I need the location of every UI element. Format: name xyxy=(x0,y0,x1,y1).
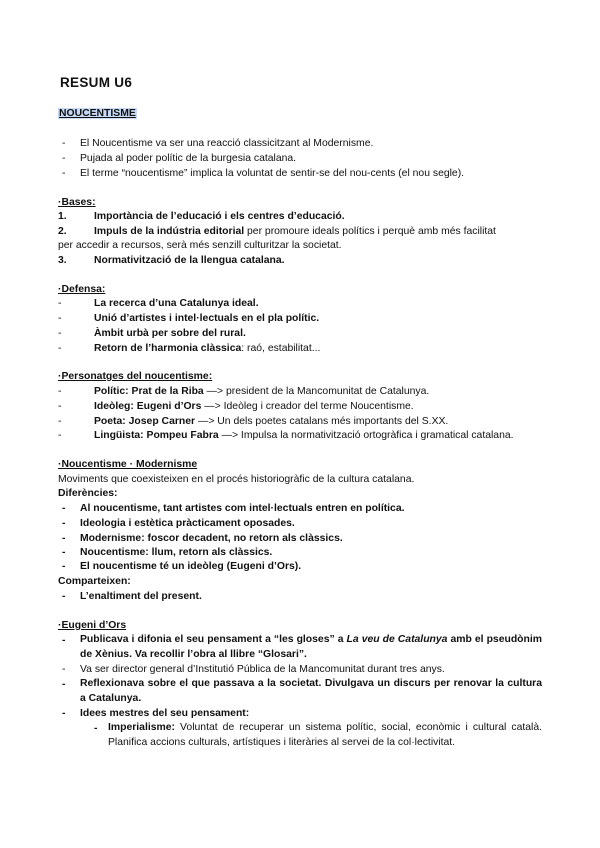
diferencia-item: El noucentisme té un ideòleg (Eugeni d’Ors). xyxy=(80,561,302,572)
comparteixen-label: Comparteixen: xyxy=(58,576,131,587)
personatges-title: ·Personatges del noucentisme: xyxy=(58,371,213,382)
ors-item: Reflexionava sobre el que passava a la societat. Divulgava un discurs per renovar la cultura a Catalunya. xyxy=(80,678,542,704)
bases-item-continuation: per accedir a recursos, serà més senzill culturitzar la societat. xyxy=(58,240,342,251)
defensa-item: Retorn de l’harmonia clàssica: raó, estabilitat... xyxy=(94,343,321,354)
diferencia-item: Noucentisme: llum, retorn als clàssics. xyxy=(80,547,273,558)
bullet-dash: - xyxy=(58,430,62,441)
bullet-dash: - xyxy=(62,547,66,558)
bullet-dash: - xyxy=(62,591,66,602)
defensa-title: ·Defensa: xyxy=(58,284,106,295)
bases-item: Importància de l’educació i els centres d’educació. xyxy=(94,211,345,222)
bullet-dash: - xyxy=(62,561,66,572)
bullet-dash: - xyxy=(62,153,66,164)
bullet-dash: - xyxy=(58,298,62,309)
bullet-dash: - xyxy=(58,313,62,324)
ors-subitem: Imperialisme: Voluntat de recuperar un sistema polític, social, econòmic i cultural català. Planifica accions culturals, artístiques i literàries al servei de la col·lectivitat. xyxy=(108,722,542,748)
diferencia-item: Modernisme: foscor decadent, no retorn als clàssics. xyxy=(80,533,343,544)
bullet-dash: - xyxy=(62,138,66,149)
ors-item: Publicava i difonia el seu pensament a “les gloses” a La veu de Catalunya amb el pseudònim de Xènius. Va recollir l’obra al llibre “Glosari”. xyxy=(80,634,543,660)
bullet-dash: - xyxy=(58,386,62,397)
bullet-dash: - xyxy=(62,635,66,646)
intro-item: Pujada al poder polític de la burgesia catalana. xyxy=(80,153,297,164)
bullet-dash: - xyxy=(62,503,66,514)
document-title: RESUM U6 xyxy=(60,75,133,90)
bases-item: Impuls de la indústria editorial per promoure ideals polítics i perquè amb més facilitat xyxy=(94,226,496,237)
defensa-item: La recerca d’una Catalunya ideal. xyxy=(94,298,259,309)
defensa-item: Àmbit urbà per sobre del rural. xyxy=(94,328,246,339)
list-number: 3. xyxy=(58,255,67,266)
bases-title: ·Bases: xyxy=(58,197,96,208)
personatge-item: Poeta: Josep Carner —> Un dels poetes catalans més importants del S.XX. xyxy=(94,416,449,427)
list-number: 2. xyxy=(58,226,67,237)
bases-item: Normativització de la llengua catalana. xyxy=(94,255,285,266)
diferencia-item: Ideologia i estètica pràcticament oposades. xyxy=(80,518,295,529)
bullet-dash: - xyxy=(62,168,66,179)
section-heading xyxy=(58,107,137,120)
heading-highlight: NOUCENTISME xyxy=(59,108,136,119)
bullet-dash: - xyxy=(58,328,62,339)
ors-item: Va ser director general d’Institutió Pública de la Mancomunitat durant tres anys. xyxy=(80,664,445,675)
intro-item: El terme “noucentisme” implica la voluntat de sentir-se del nou-cents (el nou segle). xyxy=(80,168,465,179)
diferencies-label: Diferències: xyxy=(58,488,118,499)
bullet-dash: - xyxy=(94,723,98,734)
comparacio-title: ·Noucentisme · Modernisme xyxy=(58,459,198,470)
intro-item: El Noucentisme va ser una reacció classicitzant al Modernisme. xyxy=(80,138,374,149)
bullet-dash: - xyxy=(62,533,66,544)
list-number: 1. xyxy=(58,211,67,222)
personatge-item: Ideòleg: Eugeni d’Ors —> Ideòleg i creador del terme Noucentisme. xyxy=(94,401,414,412)
bullet-dash: - xyxy=(58,416,62,427)
bullet-dash: - xyxy=(62,679,66,690)
bullet-dash: - xyxy=(58,343,62,354)
diferencia-item: Al noucentisme, tant artistes com intel·lectuals entren en política. xyxy=(80,503,405,514)
bullet-dash: - xyxy=(58,401,62,412)
comparacio-line: Moviments que coexisteixen en el procés historiogràfic de la cultura catalana. xyxy=(58,474,415,485)
bullet-dash: - xyxy=(62,518,66,529)
defensa-item: Unió d’artistes i intel·lectuals en el pla polític. xyxy=(94,313,320,324)
personatge-item: Lingüista: Pompeu Fabra —> Impulsa la normativització ortogràfica i gramatical catalana. xyxy=(94,430,514,441)
ors-title: ·Eugeni d’Ors xyxy=(58,620,127,631)
ors-item: Idees mestres del seu pensament: xyxy=(80,708,250,719)
bullet-dash: - xyxy=(62,708,66,719)
comparteixen-item: L’enaltiment del present. xyxy=(80,591,202,602)
personatge-item: Polític: Prat de la Riba —> president de la Mancomunitat de Catalunya. xyxy=(94,386,430,397)
bullet-dash: - xyxy=(62,664,66,675)
